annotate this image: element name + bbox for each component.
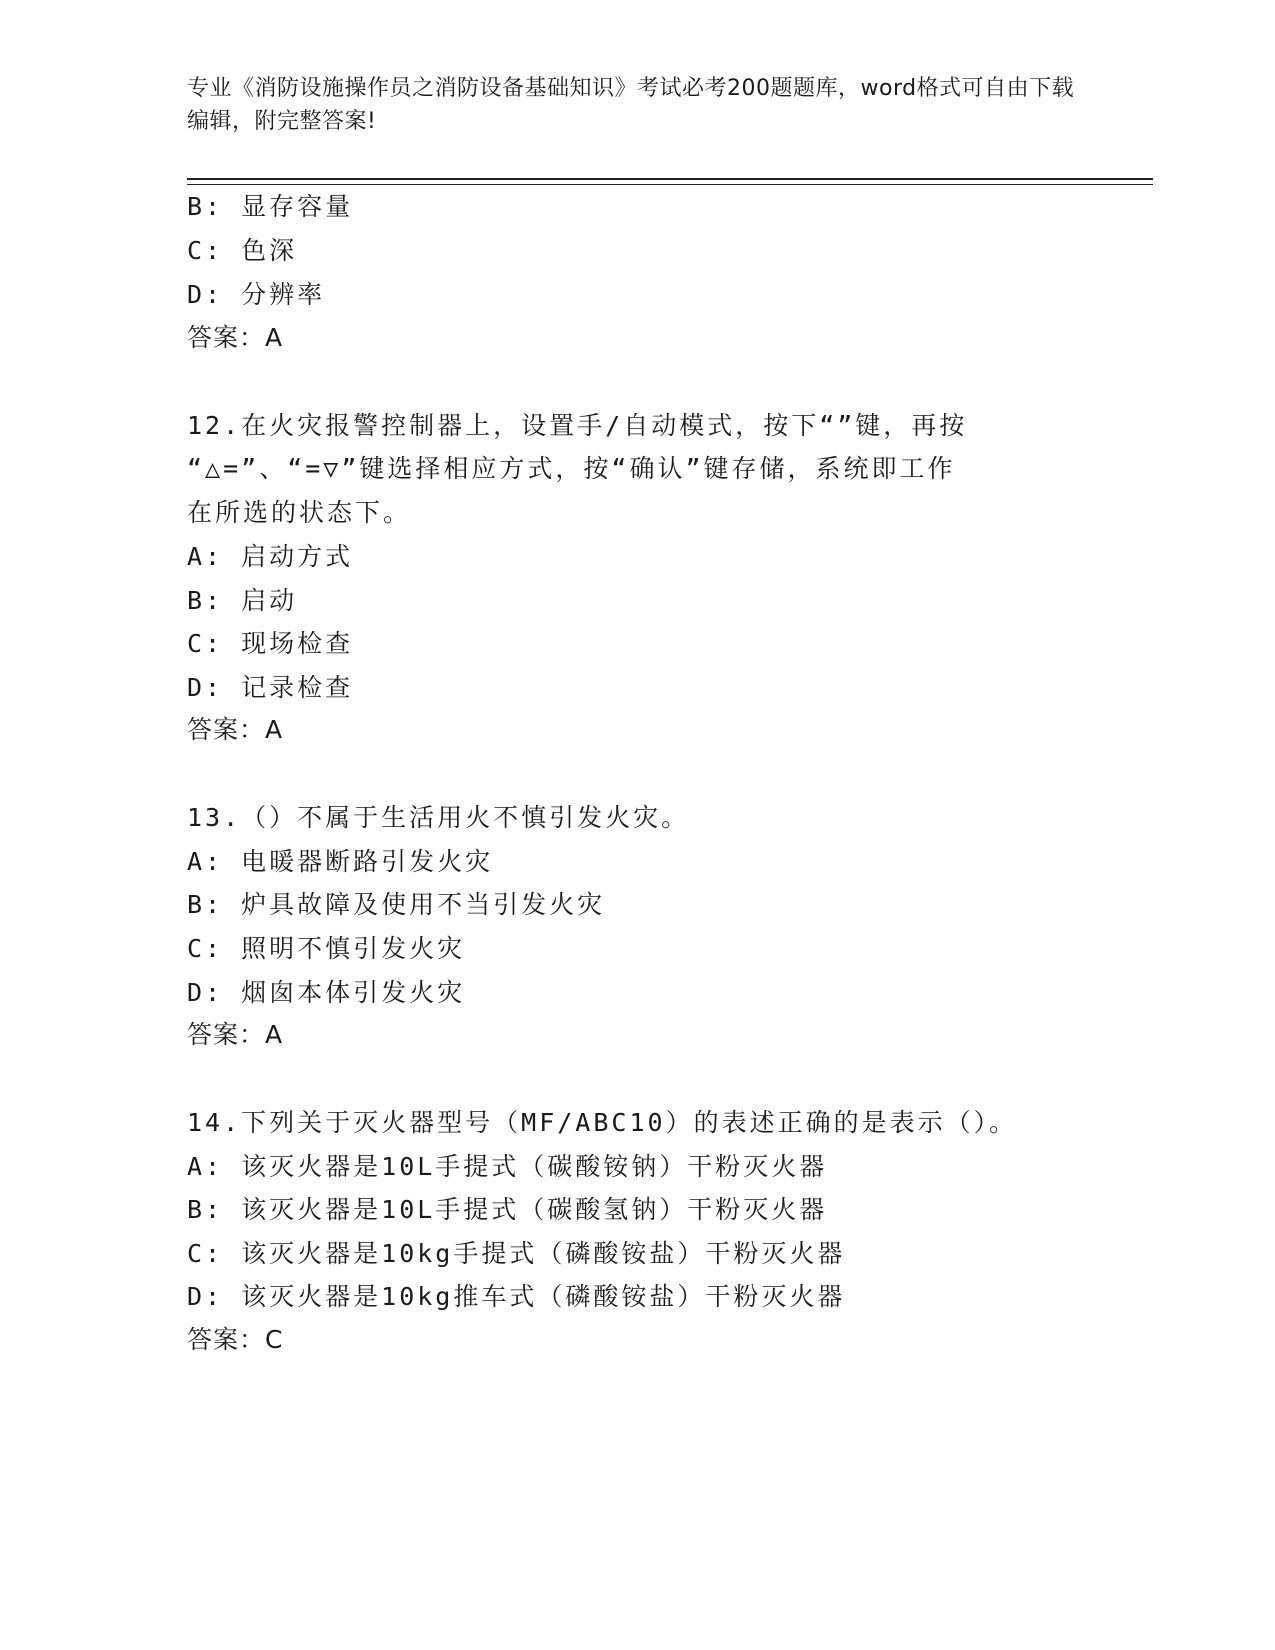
q12-stem-line3: 在所选的状态下。 xyxy=(187,498,412,527)
q12-answer: 答案：A xyxy=(187,715,284,744)
q12-stem-line2: “△=”、“=▽”键选择相应方式，按“确认”键存储，系统即工作 xyxy=(187,454,956,483)
q14-answer: 答案：C xyxy=(187,1325,284,1354)
q14-option-b: B: 该灭火器是10L手提式（碳酸氢钠）干粉灭火器 xyxy=(187,1195,828,1224)
q13-stem: 13.（）不属于生活用火不慎引发火灾。 xyxy=(187,803,690,832)
q13-option-c: C: 照明不慎引发火灾 xyxy=(187,934,466,963)
q14-stem: 14.下列关于灭火器型号（MF/ABC10）的表述正确的是表示（）。 xyxy=(187,1108,1018,1137)
q11-option-b: B: 显存容量 xyxy=(187,192,354,221)
header-divider-thin xyxy=(187,184,1153,185)
q11-answer: 答案：A xyxy=(187,323,284,352)
q13-option-b: B: 炉具故障及使用不当引发火灾 xyxy=(187,890,606,919)
q13-option-d: D: 烟囱本体引发火灾 xyxy=(187,978,466,1007)
q11-option-d: D: 分辨率 xyxy=(187,280,326,309)
q13-option-a: A: 电暖器断路引发火灾 xyxy=(187,847,494,876)
q13-answer: 答案：A xyxy=(187,1020,284,1049)
q12-option-b: B: 启动 xyxy=(187,586,298,615)
header-divider-thick xyxy=(187,178,1153,180)
q14-option-a: A: 该灭火器是10L手提式（碳酸铵钠）干粉灭火器 xyxy=(187,1152,828,1181)
q14-option-d: D: 该灭火器是10kg推车式（磷酸铵盐）干粉灭火器 xyxy=(187,1282,846,1311)
q12-option-c: C: 现场检查 xyxy=(187,629,354,658)
q12-stem-line1: 12.在火灾报警控制器上，设置手/自动模式，按下“”键，再按 xyxy=(187,411,968,440)
q14-option-c: C: 该灭火器是10kg手提式（磷酸铵盐）干粉灭火器 xyxy=(187,1239,846,1268)
q12-option-d: D: 记录检查 xyxy=(187,673,354,702)
q11-option-c: C: 色深 xyxy=(187,236,298,265)
q12-option-a: A: 启动方式 xyxy=(187,542,354,571)
document-header-title: 专业《消防设施操作员之消防设备基础知识》考试必考200题题库，word格式可自由下载编辑，附完整答案! xyxy=(187,76,1075,134)
